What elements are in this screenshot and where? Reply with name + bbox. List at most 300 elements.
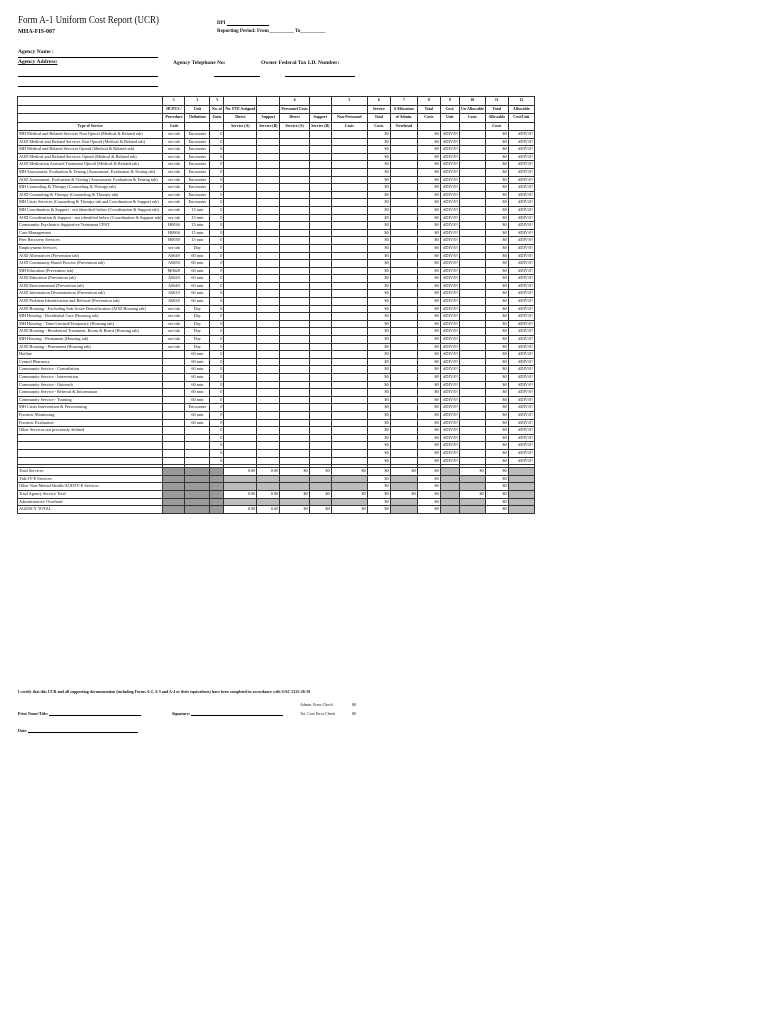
cost-input[interactable] [331, 298, 367, 306]
cost-input[interactable] [309, 146, 331, 154]
unallowable-input[interactable] [459, 222, 485, 230]
cost-input[interactable] [257, 389, 280, 397]
unallowable-input[interactable] [459, 320, 485, 328]
cost-input[interactable] [257, 214, 280, 222]
cost-input[interactable] [224, 305, 257, 313]
cost-input[interactable] [309, 229, 331, 237]
cost-input[interactable] [280, 351, 309, 359]
cost-input[interactable] [280, 131, 309, 139]
cost-input[interactable] [280, 184, 309, 192]
cost-input[interactable] [309, 313, 331, 321]
cost-input[interactable] [257, 244, 280, 252]
cost-input[interactable] [309, 206, 331, 214]
cost-input[interactable] [309, 298, 331, 306]
cost-input[interactable] [257, 374, 280, 382]
cost-input[interactable] [224, 252, 257, 260]
cost-input[interactable] [257, 275, 280, 283]
cost-input[interactable] [331, 411, 367, 419]
cost-input[interactable] [309, 237, 331, 245]
cost-input[interactable] [331, 153, 367, 161]
cost-input[interactable] [331, 275, 367, 283]
agency-name-field[interactable] [18, 57, 158, 58]
cost-input[interactable] [309, 199, 331, 207]
cost-input[interactable] [257, 366, 280, 374]
units-input[interactable]: 0 [210, 457, 224, 465]
unallowable-input[interactable] [459, 184, 485, 192]
units-input[interactable]: 0 [210, 260, 224, 268]
cost-input[interactable] [280, 457, 309, 465]
cost-input[interactable] [309, 411, 331, 419]
unallowable-input[interactable] [459, 176, 485, 184]
units-input[interactable]: 0 [210, 168, 224, 176]
reporting-period[interactable]: Reporting Period: From__________ To__________ [217, 29, 326, 34]
cost-input[interactable] [309, 131, 331, 139]
cost-input[interactable] [331, 358, 367, 366]
cost-input[interactable] [257, 313, 280, 321]
cost-input[interactable] [257, 290, 280, 298]
unallowable-input[interactable] [459, 442, 485, 450]
cost-input[interactable] [280, 442, 309, 450]
cost-input[interactable] [280, 252, 309, 260]
cost-input[interactable] [224, 328, 257, 336]
cost-input[interactable] [331, 449, 367, 457]
cost-input[interactable] [280, 305, 309, 313]
cost-input[interactable] [309, 222, 331, 230]
units-input[interactable]: 0 [210, 358, 224, 366]
agency-address-field-2[interactable] [18, 86, 158, 87]
cost-input[interactable] [280, 161, 309, 169]
unallowable-input[interactable] [459, 374, 485, 382]
unallowable-input[interactable] [459, 457, 485, 465]
cost-input[interactable] [257, 191, 280, 199]
units-input[interactable]: 0 [210, 138, 224, 146]
cost-input[interactable] [257, 320, 280, 328]
unallowable-input[interactable] [459, 252, 485, 260]
units-input[interactable]: 0 [210, 328, 224, 336]
cost-input[interactable] [280, 404, 309, 412]
cost-input[interactable] [257, 206, 280, 214]
units-input[interactable]: 0 [210, 161, 224, 169]
cost-input[interactable] [224, 206, 257, 214]
cost-input[interactable] [331, 313, 367, 321]
unallowable-input[interactable] [459, 449, 485, 457]
cost-input[interactable] [309, 282, 331, 290]
cost-input[interactable] [224, 176, 257, 184]
cost-input[interactable] [309, 449, 331, 457]
cost-input[interactable] [257, 161, 280, 169]
cost-input[interactable] [257, 457, 280, 465]
unallowable-input[interactable] [459, 260, 485, 268]
cost-input[interactable] [224, 191, 257, 199]
cost-input[interactable] [309, 290, 331, 298]
cost-input[interactable] [257, 222, 280, 230]
cost-input[interactable] [257, 260, 280, 268]
cost-input[interactable] [309, 184, 331, 192]
cost-input[interactable] [280, 396, 309, 404]
cost-input[interactable] [331, 290, 367, 298]
cost-input[interactable] [224, 366, 257, 374]
cost-input[interactable] [224, 275, 257, 283]
cost-input[interactable] [224, 161, 257, 169]
units-input[interactable]: 0 [210, 184, 224, 192]
cost-input[interactable] [224, 313, 257, 321]
cost-input[interactable] [280, 366, 309, 374]
cost-input[interactable] [224, 260, 257, 268]
cost-input[interactable] [224, 457, 257, 465]
cost-input[interactable] [331, 214, 367, 222]
unallowable-input[interactable] [459, 336, 485, 344]
unallowable-input[interactable] [459, 191, 485, 199]
cost-input[interactable] [331, 199, 367, 207]
cost-input[interactable] [309, 427, 331, 435]
cost-input[interactable] [280, 168, 309, 176]
unallowable-input[interactable] [459, 419, 485, 427]
cost-input[interactable] [280, 222, 309, 230]
unallowable-input[interactable] [459, 389, 485, 397]
cost-input[interactable] [331, 434, 367, 442]
cost-input[interactable] [309, 252, 331, 260]
units-input[interactable]: 0 [210, 298, 224, 306]
cost-input[interactable] [257, 168, 280, 176]
cost-input[interactable] [224, 214, 257, 222]
cost-input[interactable] [280, 411, 309, 419]
cost-input[interactable] [309, 366, 331, 374]
cost-input[interactable] [331, 320, 367, 328]
cost-input[interactable] [309, 260, 331, 268]
unallowable-input[interactable] [459, 131, 485, 139]
cost-input[interactable] [331, 396, 367, 404]
cost-input[interactable] [280, 290, 309, 298]
unallowable-input[interactable] [459, 396, 485, 404]
cost-input[interactable] [309, 404, 331, 412]
cost-input[interactable] [331, 366, 367, 374]
cost-input[interactable] [224, 168, 257, 176]
cost-input[interactable] [224, 131, 257, 139]
cost-input[interactable] [224, 229, 257, 237]
units-input[interactable]: 0 [210, 343, 224, 351]
cost-input[interactable] [331, 252, 367, 260]
signature-field[interactable] [191, 711, 283, 716]
cost-input[interactable] [224, 427, 257, 435]
cost-input[interactable] [224, 222, 257, 230]
cost-input[interactable] [280, 191, 309, 199]
cost-input[interactable] [331, 374, 367, 382]
unallowable-input[interactable] [459, 305, 485, 313]
cost-input[interactable] [224, 374, 257, 382]
cost-input[interactable] [257, 267, 280, 275]
units-input[interactable]: 0 [210, 153, 224, 161]
cost-input[interactable] [224, 282, 257, 290]
cost-input[interactable] [309, 343, 331, 351]
cost-input[interactable] [257, 184, 280, 192]
cost-input[interactable] [224, 442, 257, 450]
cost-input[interactable] [309, 214, 331, 222]
unallowable-input[interactable] [459, 244, 485, 252]
units-input[interactable]: 0 [210, 252, 224, 260]
cost-input[interactable] [331, 237, 367, 245]
cost-input[interactable] [331, 138, 367, 146]
cost-input[interactable] [309, 457, 331, 465]
cost-input[interactable] [331, 229, 367, 237]
cost-input[interactable] [331, 305, 367, 313]
cost-input[interactable] [257, 252, 280, 260]
cost-input[interactable] [280, 328, 309, 336]
units-input[interactable]: 0 [210, 366, 224, 374]
cost-input[interactable] [224, 336, 257, 344]
cost-input[interactable] [331, 222, 367, 230]
cost-input[interactable] [309, 381, 331, 389]
cost-input[interactable] [257, 336, 280, 344]
unallowable-input[interactable] [459, 343, 485, 351]
cost-input[interactable] [257, 131, 280, 139]
cost-input[interactable] [280, 138, 309, 146]
cost-input[interactable] [257, 419, 280, 427]
units-input[interactable]: 0 [210, 199, 224, 207]
cost-input[interactable] [331, 282, 367, 290]
units-input[interactable]: 0 [210, 244, 224, 252]
units-input[interactable]: 0 [210, 396, 224, 404]
cost-input[interactable] [331, 260, 367, 268]
units-input[interactable]: 0 [210, 267, 224, 275]
cost-input[interactable] [257, 358, 280, 366]
units-input[interactable]: 0 [210, 237, 224, 245]
cost-input[interactable] [309, 434, 331, 442]
unallowable-input[interactable] [459, 427, 485, 435]
agency-tax-id-field[interactable] [285, 76, 355, 77]
cost-input[interactable] [331, 131, 367, 139]
cost-input[interactable] [224, 343, 257, 351]
cost-input[interactable] [280, 419, 309, 427]
cost-input[interactable] [224, 244, 257, 252]
cost-input[interactable] [309, 320, 331, 328]
units-input[interactable]: 0 [210, 222, 224, 230]
cost-input[interactable] [309, 389, 331, 397]
units-input[interactable]: 0 [210, 419, 224, 427]
cost-input[interactable] [280, 427, 309, 435]
cost-input[interactable] [257, 449, 280, 457]
cost-input[interactable] [309, 351, 331, 359]
print-name-field[interactable] [49, 711, 141, 716]
cost-input[interactable] [257, 434, 280, 442]
cost-input[interactable] [331, 328, 367, 336]
cost-input[interactable] [280, 237, 309, 245]
unallowable-input[interactable] [459, 366, 485, 374]
units-input[interactable]: 0 [210, 351, 224, 359]
cost-input[interactable] [280, 343, 309, 351]
units-input[interactable]: 0 [210, 282, 224, 290]
cost-input[interactable] [257, 237, 280, 245]
cost-input[interactable] [331, 146, 367, 154]
units-input[interactable]: 0 [210, 275, 224, 283]
units-input[interactable]: 0 [210, 206, 224, 214]
dpi-field[interactable] [227, 19, 269, 26]
unallowable-input[interactable] [459, 267, 485, 275]
cost-input[interactable] [331, 161, 367, 169]
units-input[interactable]: 0 [210, 290, 224, 298]
cost-input[interactable] [309, 305, 331, 313]
cost-input[interactable] [280, 381, 309, 389]
cost-input[interactable] [224, 290, 257, 298]
cost-input[interactable] [280, 244, 309, 252]
cost-input[interactable] [309, 168, 331, 176]
cost-input[interactable] [331, 244, 367, 252]
cost-input[interactable] [309, 244, 331, 252]
cost-input[interactable] [309, 396, 331, 404]
cost-input[interactable] [257, 411, 280, 419]
cost-input[interactable] [280, 275, 309, 283]
cost-input[interactable] [280, 389, 309, 397]
unallowable-input[interactable] [459, 328, 485, 336]
cost-input[interactable] [331, 419, 367, 427]
unallowable-input[interactable] [459, 351, 485, 359]
cost-input[interactable] [309, 275, 331, 283]
cost-input[interactable] [331, 404, 367, 412]
cost-input[interactable] [331, 351, 367, 359]
units-input[interactable]: 0 [210, 389, 224, 397]
cost-input[interactable] [257, 442, 280, 450]
cost-input[interactable] [280, 449, 309, 457]
units-input[interactable]: 0 [210, 434, 224, 442]
cost-input[interactable] [224, 419, 257, 427]
cost-input[interactable] [309, 176, 331, 184]
cost-input[interactable] [257, 351, 280, 359]
cost-input[interactable] [331, 442, 367, 450]
date-field[interactable] [28, 728, 138, 733]
unallowable-input[interactable] [459, 298, 485, 306]
cost-input[interactable] [257, 381, 280, 389]
cost-input[interactable] [280, 298, 309, 306]
cost-input[interactable] [280, 260, 309, 268]
units-input[interactable]: 0 [210, 176, 224, 184]
cost-input[interactable] [280, 434, 309, 442]
cost-input[interactable] [224, 351, 257, 359]
cost-input[interactable] [224, 358, 257, 366]
cost-input[interactable] [224, 389, 257, 397]
units-input[interactable]: 0 [210, 442, 224, 450]
unallowable-input[interactable] [459, 199, 485, 207]
units-input[interactable]: 0 [210, 336, 224, 344]
cost-input[interactable] [331, 389, 367, 397]
unallowable-input[interactable] [459, 206, 485, 214]
units-input[interactable]: 0 [210, 131, 224, 139]
cost-input[interactable] [257, 176, 280, 184]
cost-input[interactable] [224, 184, 257, 192]
cost-input[interactable] [280, 267, 309, 275]
cost-input[interactable] [331, 176, 367, 184]
cost-input[interactable] [309, 336, 331, 344]
cost-input[interactable] [280, 282, 309, 290]
units-input[interactable]: 0 [210, 411, 224, 419]
unallowable-input[interactable] [459, 381, 485, 389]
units-input[interactable]: 0 [210, 381, 224, 389]
cost-input[interactable] [280, 336, 309, 344]
cost-input[interactable] [224, 267, 257, 275]
cost-input[interactable] [309, 358, 331, 366]
unallowable-input[interactable] [459, 275, 485, 283]
cost-input[interactable] [280, 214, 309, 222]
cost-input[interactable] [309, 374, 331, 382]
units-input[interactable]: 0 [210, 191, 224, 199]
unallowable-input[interactable] [459, 411, 485, 419]
unallowable-input[interactable] [459, 404, 485, 412]
cost-input[interactable] [331, 206, 367, 214]
units-input[interactable]: 0 [210, 404, 224, 412]
cost-input[interactable] [331, 184, 367, 192]
unallowable-input[interactable] [459, 168, 485, 176]
cost-input[interactable] [309, 442, 331, 450]
unallowable-input[interactable] [459, 153, 485, 161]
cost-input[interactable] [309, 161, 331, 169]
cost-input[interactable] [257, 396, 280, 404]
cost-input[interactable] [224, 404, 257, 412]
units-input[interactable]: 0 [210, 427, 224, 435]
cost-input[interactable] [280, 229, 309, 237]
cost-input[interactable] [309, 138, 331, 146]
cost-input[interactable] [224, 138, 257, 146]
unallowable-input[interactable] [459, 237, 485, 245]
unallowable-input[interactable] [459, 229, 485, 237]
cost-input[interactable] [331, 457, 367, 465]
cost-input[interactable] [331, 168, 367, 176]
cost-input[interactable] [331, 191, 367, 199]
cost-input[interactable] [224, 153, 257, 161]
cost-input[interactable] [280, 313, 309, 321]
cost-input[interactable] [257, 153, 280, 161]
cost-input[interactable] [280, 146, 309, 154]
unallowable-input[interactable] [459, 214, 485, 222]
cost-input[interactable] [309, 267, 331, 275]
cost-input[interactable] [309, 191, 331, 199]
cost-input[interactable] [224, 434, 257, 442]
unallowable-input[interactable] [459, 146, 485, 154]
units-input[interactable]: 0 [210, 305, 224, 313]
cost-input[interactable] [280, 320, 309, 328]
cost-input[interactable] [224, 237, 257, 245]
cost-input[interactable] [280, 358, 309, 366]
cost-input[interactable] [280, 199, 309, 207]
units-input[interactable]: 0 [210, 374, 224, 382]
cost-input[interactable] [257, 146, 280, 154]
unallowable-input[interactable] [459, 282, 485, 290]
units-input[interactable]: 0 [210, 146, 224, 154]
cost-input[interactable] [257, 328, 280, 336]
units-input[interactable]: 0 [210, 313, 224, 321]
cost-input[interactable] [224, 298, 257, 306]
units-input[interactable]: 0 [210, 214, 224, 222]
cost-input[interactable] [331, 343, 367, 351]
unallowable-input[interactable] [459, 358, 485, 366]
agency-telephone-field[interactable] [214, 76, 260, 77]
cost-input[interactable] [331, 336, 367, 344]
cost-input[interactable] [224, 411, 257, 419]
cost-input[interactable] [280, 176, 309, 184]
cost-input[interactable] [257, 229, 280, 237]
cost-input[interactable] [280, 374, 309, 382]
cost-input[interactable] [257, 305, 280, 313]
cost-input[interactable] [331, 267, 367, 275]
cost-input[interactable] [280, 206, 309, 214]
cost-input[interactable] [224, 199, 257, 207]
units-input[interactable]: 0 [210, 229, 224, 237]
unallowable-input[interactable] [459, 138, 485, 146]
cost-input[interactable] [331, 427, 367, 435]
cost-input[interactable] [257, 404, 280, 412]
unallowable-input[interactable] [459, 313, 485, 321]
cost-input[interactable] [257, 343, 280, 351]
units-input[interactable]: 0 [210, 449, 224, 457]
cost-input[interactable] [224, 146, 257, 154]
cost-input[interactable] [257, 199, 280, 207]
